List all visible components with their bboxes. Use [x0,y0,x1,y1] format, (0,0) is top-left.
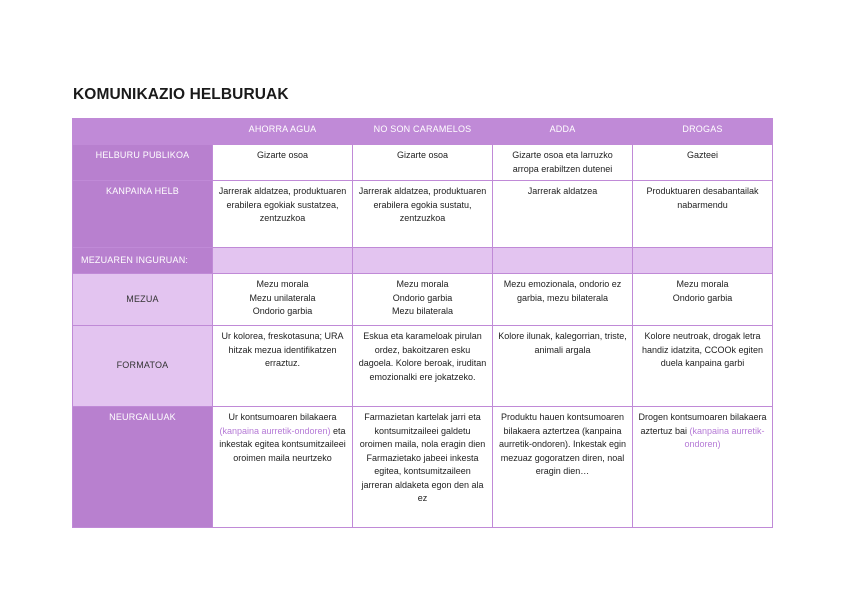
column-header-no-son-caramelos: NO SON CARAMELOS [353,119,493,145]
header-corner [73,119,213,145]
row-header-formatoa: FORMATOA [73,326,213,407]
table-cell: Produktuaren desabantailak nabarmendu [633,181,773,248]
column-header-adda: ADDA [493,119,633,145]
section-cell [353,248,493,274]
section-cell [493,248,633,274]
row-header-mezua: MEZUA [73,274,213,326]
table-row [73,326,773,407]
cell-line: Ondorio garbia [672,292,733,303]
table-cell [213,407,353,528]
table-cell: Eskua eta karameloak pirulan ordez, bakoitzaren esku dagoela. Kolore beroak, iruditan emozionalki ere jokatzeko. [353,326,493,407]
section-row [73,248,773,274]
table-cell [353,274,493,326]
row-header-kanpaina-helb: KANPAINA HELB [73,181,213,248]
column-header-ahorra-agua: AHORRA AGUA [213,119,353,145]
table-cell [633,274,773,326]
table-cell: Gizarte osoa [353,145,493,181]
section-cell [633,248,773,274]
table-cell [493,274,633,326]
table-cell: Gazteei [633,145,773,181]
table-cell: Jarrerak aldatzea [493,181,633,248]
table-row [73,407,773,528]
cell-line: Ondorio garbia [252,306,313,316]
cell-line: Farmazietako jabeei inkesta egitea, kontsumitzaileen jarreran aldaketa egon den ala ez [361,452,484,503]
cell-line: Mezu morala [676,279,729,289]
column-header-drogas: DROGAS [633,119,773,145]
highlight-text: (kanpaina aurretik-ondoren) [219,425,331,436]
table-cell: Jarrerak aldatzea, produktuaren erabilera egokiak sustatzea, zentzuzkoa [213,181,353,248]
cell-line: Mezu emozionala, ondorio ez garbia, mezu bilaterala [503,279,622,303]
row-header-helburu-publikoa: HELBURU PUBLIKOA [73,145,213,181]
row-header-neurgailuak: NEURGAILUAK [73,407,213,528]
cell-text: Ur kontsumoaren bilakaera [228,412,337,422]
table-cell: Jarrerak aldatzea, produktuaren erabilera egokia sustatu, zentzuzkoa [353,181,493,248]
table-cell: Gizarte osoa eta larruzko arropa erabiltzen dutenei [493,145,633,181]
section-cell [213,248,353,274]
table-row [73,145,773,181]
table-row [73,181,773,248]
table-cell: Ur kolorea, freskotasuna; URA hitzak mezua identifikatzen erraztuz. [213,326,353,407]
table-cell: Kolore ilunak, kalegorrian, triste, animali argala [493,326,633,407]
cell-line: Ondorio garbia [392,292,453,303]
table-cell: Produktu hauen kontsumoaren bilakaera aztertzea (kanpaina aurretik-ondoren). Inkestak egin mezuaz gogoratzen diren, noal eragin dien… [493,407,633,528]
cell-line: Mezu bilaterala [391,306,454,316]
table-cell [633,407,773,528]
table-row [73,274,773,326]
cell-text: Drogen kontsumoaren bilakaera aztertuz bai [638,412,767,436]
table-cell: Kolore neutroak, drogak letra handiz idatzita, CCOOk egiten duela kanpaina garbi [633,326,773,407]
cell-line: Mezu morala [396,279,449,289]
cell-line: Mezu unilaterala [249,292,316,303]
table-cell: Gizarte osoa [213,145,353,181]
section-header-mezuaren-inguruan: MEZUAREN INGURUAN: [73,248,213,274]
table-cell [213,274,353,326]
cell-line: Farmazietan kartelak jarri eta kontsumitzaileei galdetu oroimen maila, nola eragin dien [359,412,486,449]
cell-text: eta inkestak egitea kontsumitzaileei oroimen maila neurtzeko [219,425,346,463]
table-cell [353,407,493,528]
table-header-row [73,119,773,145]
page-title: KOMUNIKAZIO HELBURUAK [73,86,289,103]
cell-line: Mezu morala [256,279,309,289]
communication-goals-table [72,118,773,528]
highlight-text: (kanpaina aurretik-ondoren) [684,425,765,449]
